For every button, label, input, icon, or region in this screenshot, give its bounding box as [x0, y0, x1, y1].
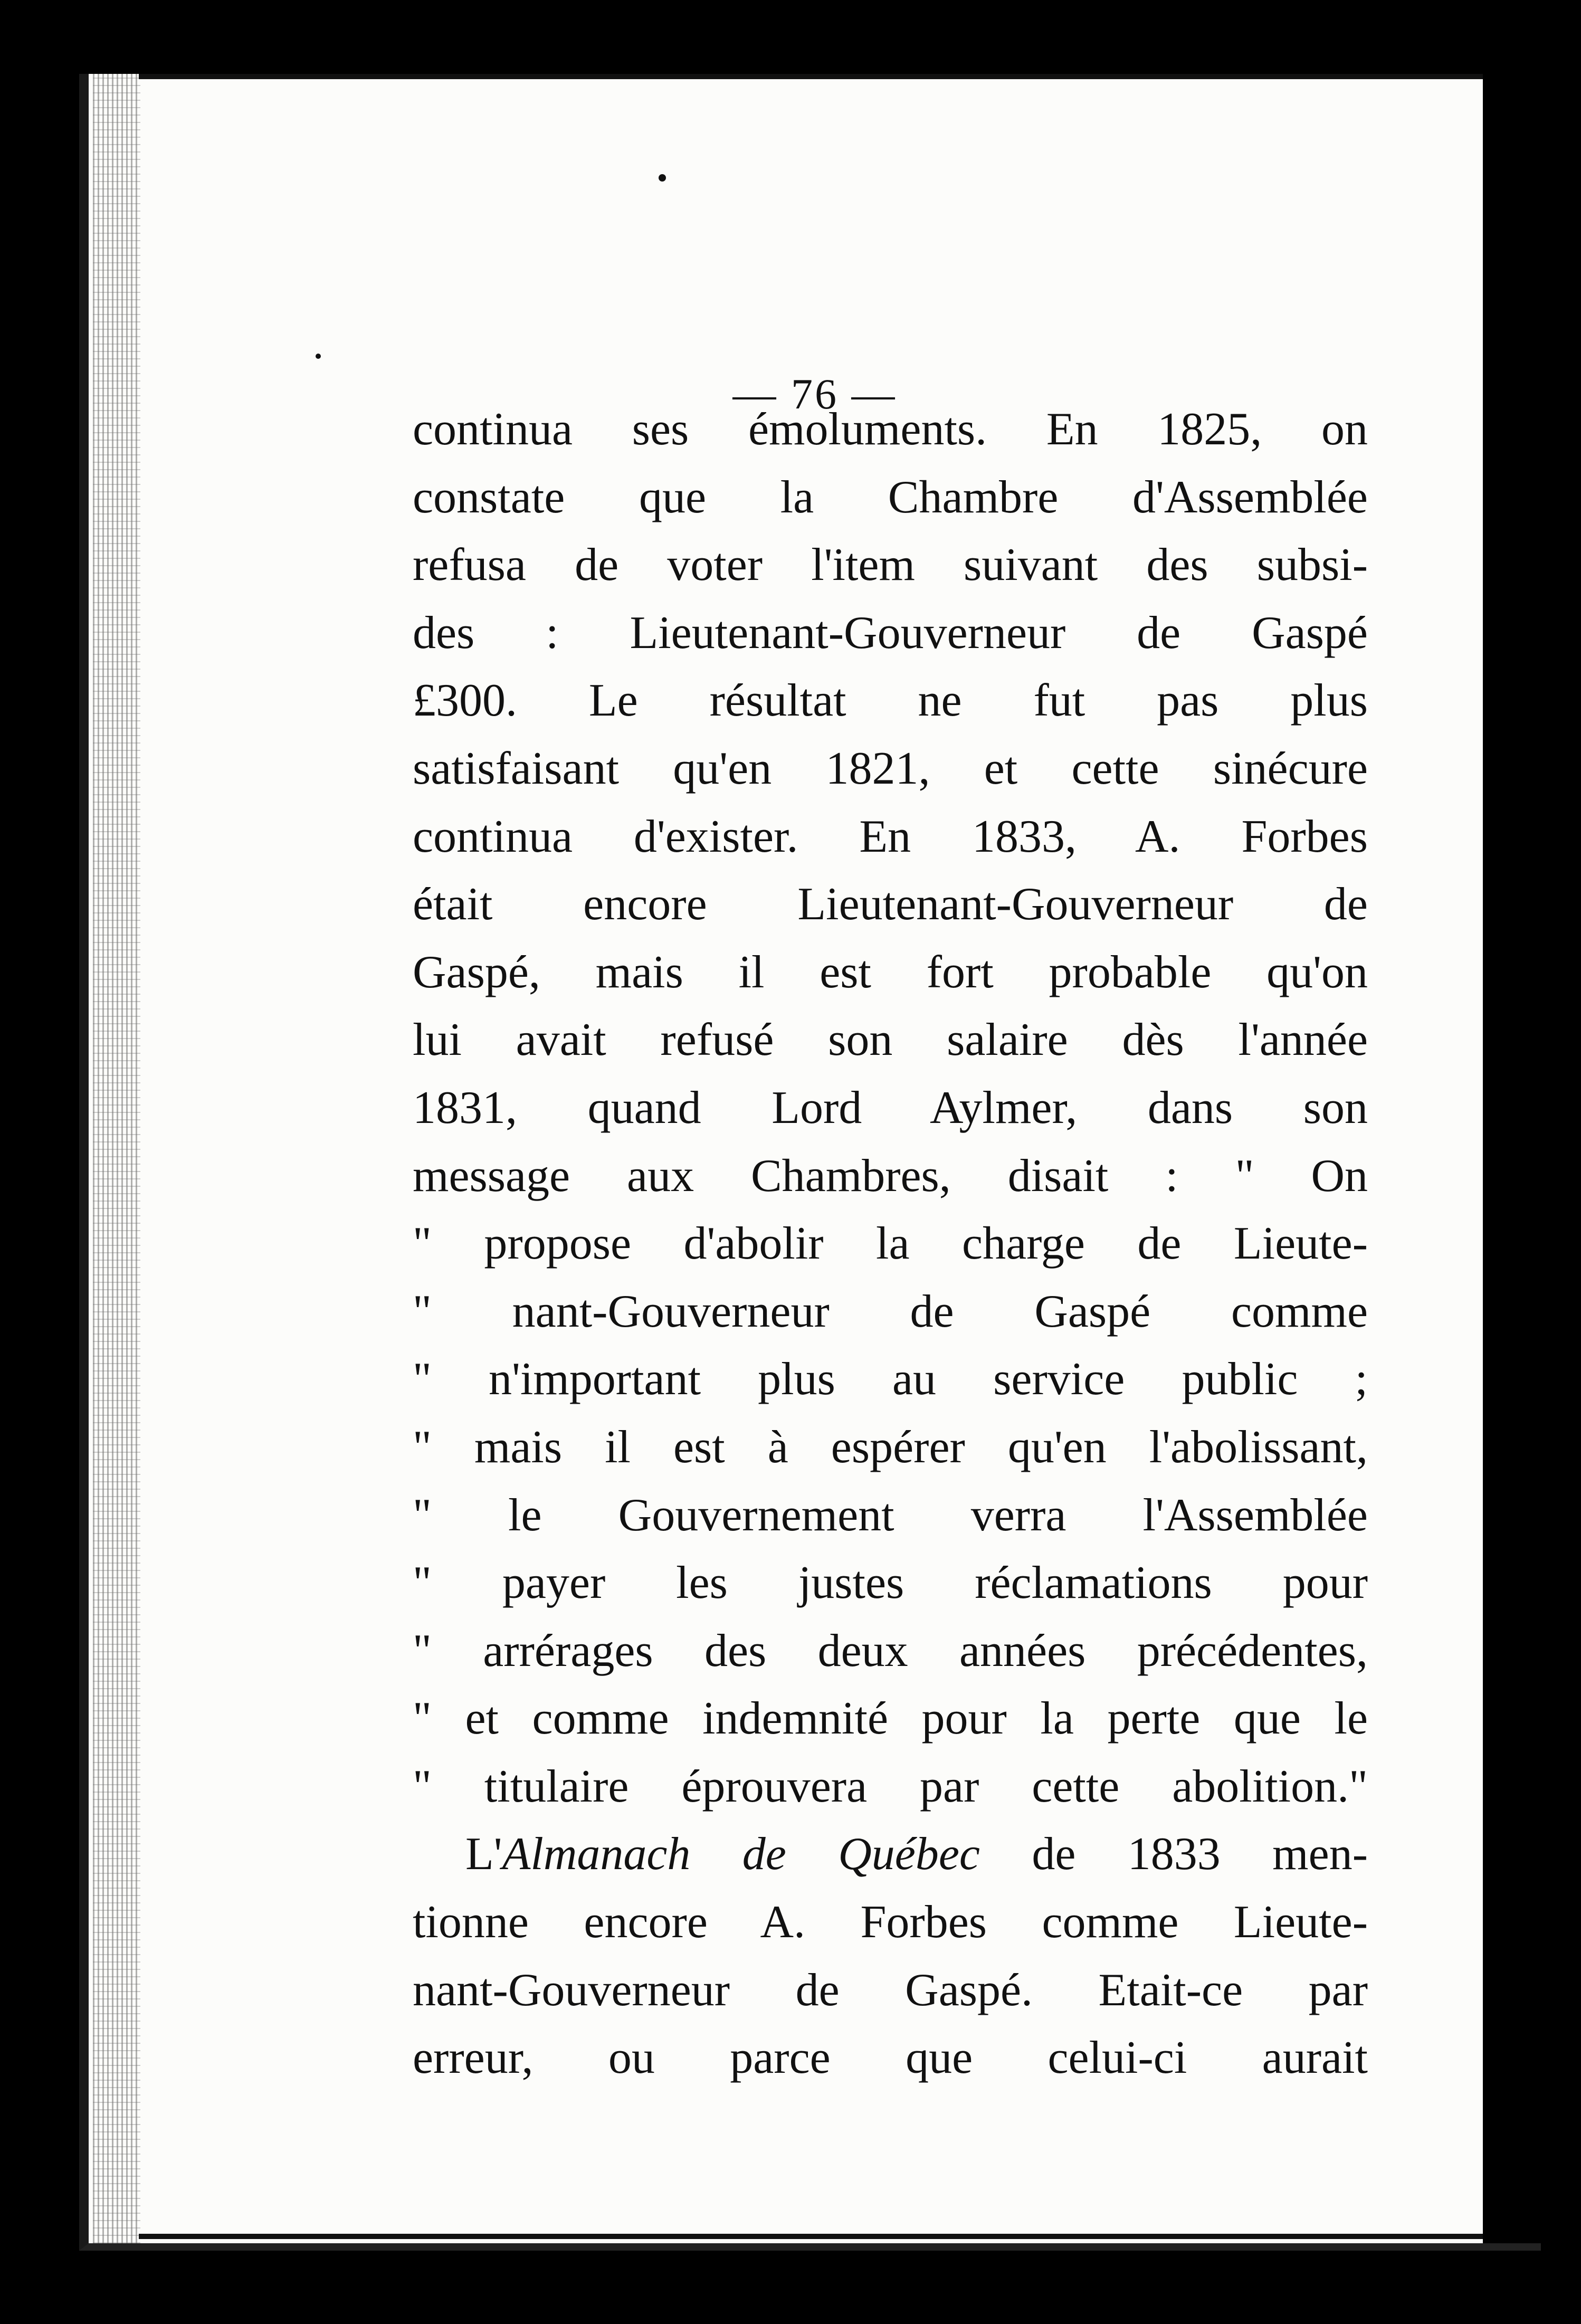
quote-line: " et comme indemnité pour la perte que le [413, 1693, 1368, 1745]
text-line: erreur, ou parce que celui-ci aurait [413, 2032, 1368, 2084]
quote-line: " le Gouvernement verra l'Assemblée [413, 1489, 1368, 1541]
quote-line: " mais il est à espérer qu'en l'abolissant, [413, 1421, 1368, 1473]
quote-line: " nant-Gouverneur de Gaspé comme [413, 1285, 1368, 1337]
scan-speck [659, 174, 666, 182]
page-bottom-edge [139, 2234, 1483, 2239]
text-line: Gaspé, mais il est fort probable qu'on [413, 946, 1368, 998]
text-line: nant-Gouverneur de Gaspé. Etait-ce par [413, 1964, 1368, 2016]
text-line: message aux Chambres, disait : " On [413, 1150, 1368, 1202]
text-line: tionne encore A. Forbes comme Lieute- [413, 1897, 1368, 1948]
scan-speck [316, 354, 321, 359]
paragraph-prefix: L' [465, 1828, 502, 1880]
text-line: des : Lieutenant-Gouverneur de Gaspé [413, 607, 1368, 659]
page-number: — 76 — [732, 370, 897, 418]
page-top-edge [139, 74, 1483, 79]
quote-line: " n'important plus au service public ; [413, 1354, 1368, 1405]
text-line: £300. Le résultat ne fut pas plus [413, 675, 1368, 727]
quote-line-end: " titulaire éprouvera par cette abolition." [413, 1760, 1368, 1812]
text-line: satisfaisant qu'en 1821, et cette sinécure [413, 742, 1368, 794]
book-title: Almanach de Québec [502, 1828, 980, 1880]
text-line: 1831, quand Lord Aylmer, dans son [413, 1082, 1368, 1134]
quote-line: " arrérages des deux années précédentes, [413, 1625, 1368, 1677]
text-line: était encore Lieutenant-Gouverneur de [413, 879, 1368, 930]
paragraph-first-line-rest: de 1833 men- [979, 1828, 1368, 1880]
text-line: constate que la Chambre d'Assemblée [413, 471, 1368, 523]
quote-line: " propose d'abolir la charge de Lieute- [413, 1218, 1368, 1270]
paragraph-start-line [413, 1821, 1368, 1889]
text-line: continua d'exister. En 1833, A. Forbes [413, 811, 1368, 862]
text-line: refusa de voter l'item suivant des subsi- [413, 539, 1368, 591]
text-line: continua ses émoluments. En 1825, on [413, 404, 1368, 455]
body-text [413, 396, 1368, 2092]
quote-line: " payer les justes réclamations pour [413, 1557, 1368, 1609]
text-line: lui avait refusé son salaire dès l'année [413, 1014, 1368, 1066]
